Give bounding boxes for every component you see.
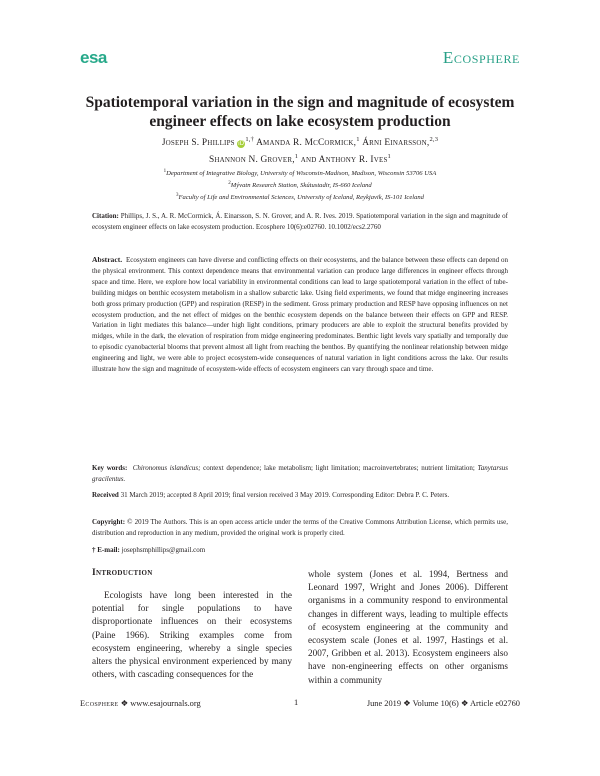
article-title: Spatiotemporal variation in the sign and magnitude of ecosystem engineer effects on lake ecosystem production <box>85 94 515 130</box>
author-name: Shannon N. Grover, <box>209 155 295 166</box>
affiliation-line: $^2$Mývatn Research Station, Skútustadir, IS-660 Iceland <box>228 181 372 190</box>
affiliation-line: $^3$Faculty of Life and Environmental Sciences, University of Iceland, Reykjavik, IS-101 Iceland <box>176 193 424 202</box>
abstract-label: Abstract. <box>92 255 123 264</box>
received-dates <box>92 490 508 501</box>
author-name: Amanda R. McCormick, <box>256 138 357 149</box>
author-sup: 1 <box>387 153 391 161</box>
abstract <box>92 255 508 375</box>
intro-column-right: whole system (Jones et al. 1994, Bertness and Leonard 1997, Wright and Jones 2006). Different organisms in a community respond to environmental changes in different ways, leading to multiple effects of ecosystem engineering at the community and ecosystem scale (Jones et al. 1997, Hastings et al. 2007, Gribben et al. 2013). Ecosystem engineers also have non-engineering effects on other organisms within a community <box>308 569 508 685</box>
footer-article: Article e02760 <box>469 699 520 708</box>
author-name: Anthony R. Ives <box>318 155 388 166</box>
abstract-text: Ecosystem engineers can have diverse and conflicting effects on their ecosystems, and the balance between these effects can depend on the physical environment. This context dependence means that environmental variation can produce large differences in engineer effects through space and time. Here, we explore how local variability in environmental conditions can lead to large spatiotemporal variation in the effect of tube-building midges on benthic ecosystem metabolism in a shallow subarctic lake. Using field experiments, we found that midge engineering increases both gross primary production (GPP) and respiration (RESP) in the sediment. Gross primary production and RESP have opposing influences on net ecosystem production, and the net effect of midges on the benthic ecosystem depends on the balance between their effects on GPP and RESP. Variation in light mediates this balance—under high light conditions, primary producers are able to exploit the structural benefits provided by midges, while in the dark, the elevation of respiration from midge engineering predominates. Benthic light levels vary spatially and temporally due to episodic cyanobacterial blooms that prevent almost all light from reaching the benthos. By quantifying the nonlinear relationship between midge engineering and light, we were able to project ecosystem-wide consequences of natural variation in light conditions across the lake. Our results illustrate how the sign and magnitude of ecosystem-wide effects of ecosystem engineers can vary through space and time. <box>92 256 508 374</box>
footer-volume: Volume 10(6) <box>412 699 459 708</box>
citation-label: Citation: <box>92 212 119 220</box>
citation <box>92 211 508 233</box>
page-number: 1 <box>294 698 299 707</box>
author-name: Árni Einarsson, <box>362 138 430 149</box>
keyword-species: Chironomus islandicus; <box>132 464 201 472</box>
bullet-icon: ❖ <box>460 699 469 708</box>
copyright-text: © 2019 The Authors. This is an open access article under the terms of the Creative Commons Attribution License, which permits use, distribution and reproduction in any medium, provided the original work is properly cited. <box>92 518 508 537</box>
author-sup: 2,3 <box>429 136 439 143</box>
received-text: 31 March 2019; accepted 8 April 2019; final version received 3 May 2019. Corresponding Editor: Debra P. C. Peters. <box>120 491 450 499</box>
section-heading: Introduction <box>92 568 153 578</box>
affiliations <box>60 167 540 204</box>
email-label: † E-mail: <box>92 546 120 554</box>
author-sup: 1,† <box>245 136 255 143</box>
journal-name: Ecosphere <box>442 48 520 67</box>
footer-url[interactable]: www.esajournals.org <box>130 699 201 708</box>
copyright <box>92 517 508 539</box>
intro-column-left: Ecologists have long been interested in the potential for single populations to have disproportionate influences on their ecosystems (Paine 1966). Striking examples come from ecosystem engineering, whereby a single species alters the physical environment experienced by many others, with cascading consequences for the <box>92 590 292 680</box>
author-conjunction: and <box>300 155 317 166</box>
keywords <box>92 463 508 485</box>
author-name: Joseph S. Phillips <box>161 138 235 149</box>
received-label: Received <box>92 491 119 499</box>
keywords-label: Key words: <box>92 464 128 472</box>
email-line <box>92 545 508 556</box>
citation-text: Phillips, J. S., A. R. McCormick, Á. Einarsson, S. N. Grover, and A. R. Ives. 2019. Spatiotemporal variation in the sign and magnitude of ecosystem engineer effects on lake ecosystem production. Ecosphere 10(6):e02760. 10.1002/ecs2.2760 <box>92 212 508 231</box>
email-link[interactable]: josephsmphillips@gmail.com <box>121 546 206 554</box>
bullet-icon: ❖ <box>120 699 129 708</box>
author-list <box>60 133 540 167</box>
footer-date: June 2019 <box>366 699 402 708</box>
author-sup: 1 <box>294 153 299 161</box>
esa-logo: esa <box>80 48 107 67</box>
keyword-species: Tanytarsus gracilentus. <box>92 464 509 483</box>
affiliation-line: $^1$Department of Integrative Biology, University of Wisconsin-Madison, Madison, Wisconsin 53706 USA <box>163 169 437 178</box>
bullet-icon: ❖ <box>403 699 411 708</box>
keywords-list: context dependence; lake metabolism; light limitation; macroinvertebrates; nutrient limitation; <box>203 464 475 472</box>
author-sup: 1 <box>356 136 360 143</box>
footer-journal: Ecosphere <box>80 699 119 708</box>
orcid-icon[interactable]: iD <box>238 141 245 148</box>
copyright-label: Copyright: <box>92 518 126 526</box>
